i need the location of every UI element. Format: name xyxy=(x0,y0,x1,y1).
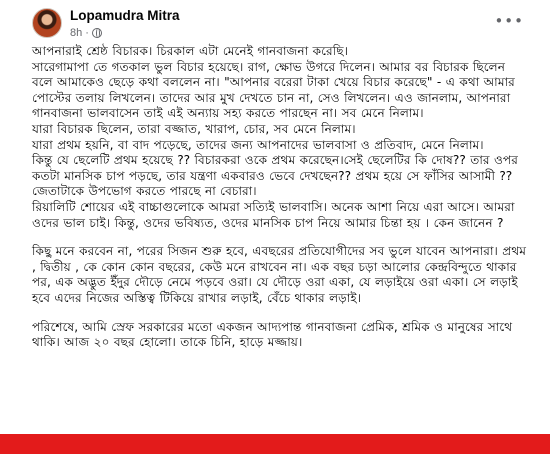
right-frame xyxy=(532,0,550,454)
post-time[interactable]: 8h xyxy=(70,27,83,39)
avatar[interactable] xyxy=(32,8,62,38)
author-name[interactable]: Lopamudra Mitra xyxy=(70,8,180,23)
paragraph-gap xyxy=(32,231,528,244)
meta-separator: · xyxy=(85,27,89,39)
post-line: কিছু মনে করবেন না, পরের সিজন শুরু হবে, এবছরের প্রতিযোগীদের সব ভুলে যাবেন আপনারা। প্রথম , দ্বিতীয় , কে কোন কোন বছরের, কেউ মনে রাখবেন না। এক বছর চড়া আলোর কেন্দ্রবিন্দুতে থাকার পর, এক অদ্ভুত ইঁদুর দৌড়ে নেমে পড়বে ওরা। যে দৌড়ে ওরা একা, যে লড়াইয়ে ওরা একা। সে লড়াই হবে এদের নিজের অস্তিত্ব টিকিয়ে রাখার লড়াই, বেঁচে থাকার লড়াই। xyxy=(32,244,526,305)
post-line: যারা বিচারক ছিলেন, তারা বজ্জাত, খারাপ, চোর, সব মেনে নিলাম। xyxy=(32,121,356,136)
post-line: কিন্তু যে ছেলেটি প্রথম হয়েছে ?? বিচারকরা ওকে প্রথম করেছেন।সেই ছেলেটির কি দোষ?? তার ওপর কতটা মানসিক চাপ পড়ছে, তার যন্ত্রণা একবারও ভেবে দেখছেন?? প্রথম হয়ে সে ফাঁসির আসামী ?? জেতাটাকে উপভোগ করতে পারছে না বেচারা। xyxy=(32,153,518,199)
globe-icon xyxy=(92,28,102,38)
post-line: পরিশেষে, আমি স্রেফ সরকারের মতো একজন আদ্যপান্ত গানবাজনা প্রেমিক, শ্রমিক ও মানুষের সাথে থাকি। আজ ২০ বছর হোলো। তাকে চিনি, হাড়ে মজ্জায়। xyxy=(32,319,513,350)
post-line: যারা প্রথম হয়নি, বা বাদ পড়েছে, তাদের জন্য আপনাদের ভালবাসা ও প্রতিবাদ, মেনে নিলাম। xyxy=(32,137,484,152)
post-meta xyxy=(70,27,102,39)
post-header xyxy=(18,0,534,44)
post-body xyxy=(32,44,528,351)
more-options-icon[interactable]: ••• xyxy=(494,12,524,30)
bottom-red-bar xyxy=(0,434,550,454)
post-line: সারেগামাপা তে গতকাল ভুল বিচার হয়েছে। রাগ, ক্ষোভ উগরে দিলেন। আমার বর বিচারক ছিলেন বলে আমাকেও ছেড়ে কথা বললেন না। "আপনার বরেরা টাকা খেয়ে বিচার করেছে" - এ কথা আমার পোস্টের তলায় লিখলেন। তাদের আর মুখ দেখতে চান না, সেও লিখলেন। এও জানলাম, আপনারা গানবাজনা ভালবাসেন তাই এই অন্যায় সহ্য করতে পারছেন না। সব মেনে নিলাম। xyxy=(32,59,515,121)
post-line: রিয়ালিটি শোয়ের এই বাচ্চাগুলোকে আমরা সত্যিই ভালবাসি। অনেক আশা নিয়ে এরা আসে। আমরা ওদের ভাল চাই। কিন্তু, ওদের ভবিষ্যত, ওদের মানসিক চাপ নিয়ে আমার চিন্তা হয় । কেন জানেন ? xyxy=(32,199,515,230)
paragraph-gap xyxy=(32,307,528,320)
post-line: আপনারাই শ্রেষ্ঠ বিচারক। চিরকাল এটা মেনেই গানবাজনা করেছি। xyxy=(32,44,348,58)
left-frame xyxy=(0,0,18,454)
post-card xyxy=(18,0,534,434)
